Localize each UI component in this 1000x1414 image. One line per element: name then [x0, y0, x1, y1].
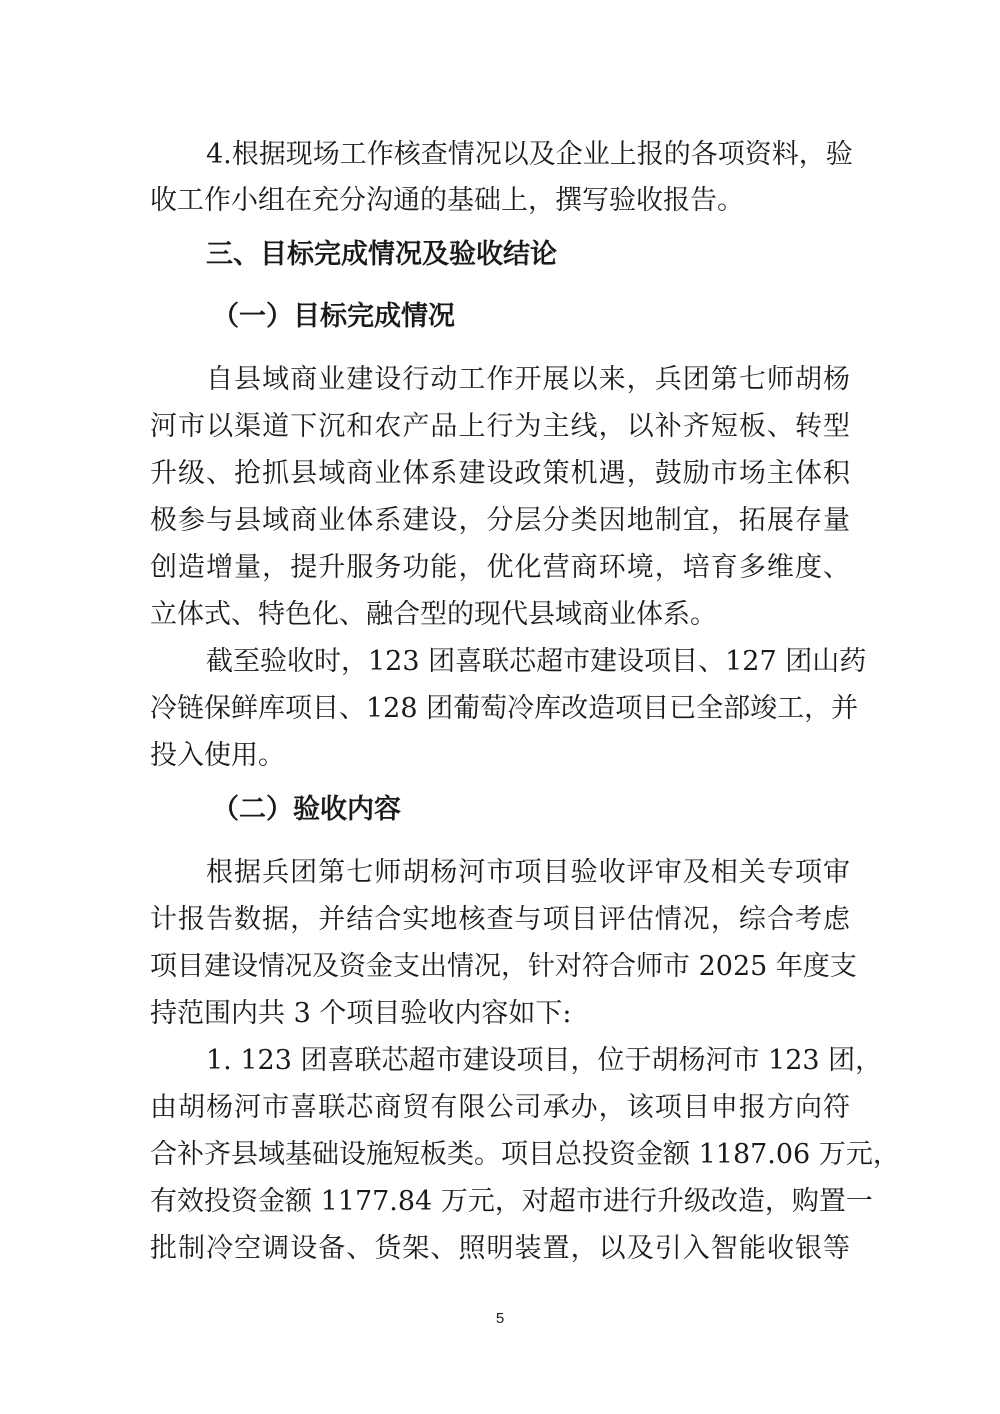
paragraph-4-line-2: 收工作小组在充分沟通的基础上，撰写验收报告。: [150, 185, 744, 216]
paragraph-content-line-3: 项目建设情况及资金支出情况，针对符合师市 2025 年度支: [150, 951, 857, 982]
paragraph-goal-line-4: 极参与县域商业体系建设，分层分类因地制宜，拓展存量: [150, 505, 850, 536]
subsection-1-title: （一）目标完成情况: [212, 301, 455, 332]
paragraph-content-line-1: 根据兵团第七师胡杨河市项目验收评审及相关专项审: [206, 857, 850, 888]
section-3-title: 三、目标完成情况及验收结论: [206, 239, 557, 270]
paragraph-content-line-4: 持范围内共 3 个项目验收内容如下:: [150, 998, 572, 1029]
paragraph-goal-line-2: 河市以渠道下沉和农产品上行为主线，以补齐短板、转型: [150, 411, 850, 442]
paragraph-goal-line-3: 升级、抢抓县域商业体系建设政策机遇，鼓励市场主体积: [150, 458, 850, 489]
paragraph-goal-line-6: 立体式、特色化、融合型的现代县域商业体系。: [150, 599, 717, 630]
paragraph-item-1-line-4: 有效投资金额 1177.84 万元，对超市进行升级改造，购置一: [150, 1186, 873, 1217]
paragraph-item-1-line-2: 由胡杨河市喜联芯商贸有限公司承办，该项目申报方向符: [150, 1092, 850, 1123]
paragraph-item-1-line-1: 1. 123 团喜联芯超市建设项目，位于胡杨河市 123 团，: [206, 1045, 883, 1076]
subsection-2-title: （二）验收内容: [212, 794, 401, 825]
paragraph-4-line-1: 4.根据现场工作核查情况以及企业上报的各项资料，验: [206, 139, 853, 170]
paragraph-item-1-line-5: 批制冷空调设备、货架、照明装置，以及引入智能收银等: [150, 1233, 850, 1264]
page-number: 5: [495, 1310, 505, 1327]
paragraph-completion-line-2: 冷链保鲜库项目、128 团葡萄冷库改造项目已全部竣工，并: [150, 693, 859, 724]
paragraph-goal-line-1: 自县域商业建设行动工作开展以来，兵团第七师胡杨: [206, 364, 850, 395]
paragraph-item-1-line-3: 合补齐县域基础设施短板类。项目总投资金额 1187.06 万元，: [150, 1139, 900, 1170]
paragraph-completion-line-3: 投入使用。: [150, 740, 285, 771]
paragraph-goal-line-5: 创造增量，提升服务功能，优化营商环境，培育多维度、: [150, 552, 850, 583]
paragraph-content-line-2: 计报告数据，并结合实地核查与项目评估情况，综合考虑: [150, 904, 850, 935]
paragraph-completion-line-1: 截至验收时，123 团喜联芯超市建设项目、127 团山药: [206, 646, 867, 677]
